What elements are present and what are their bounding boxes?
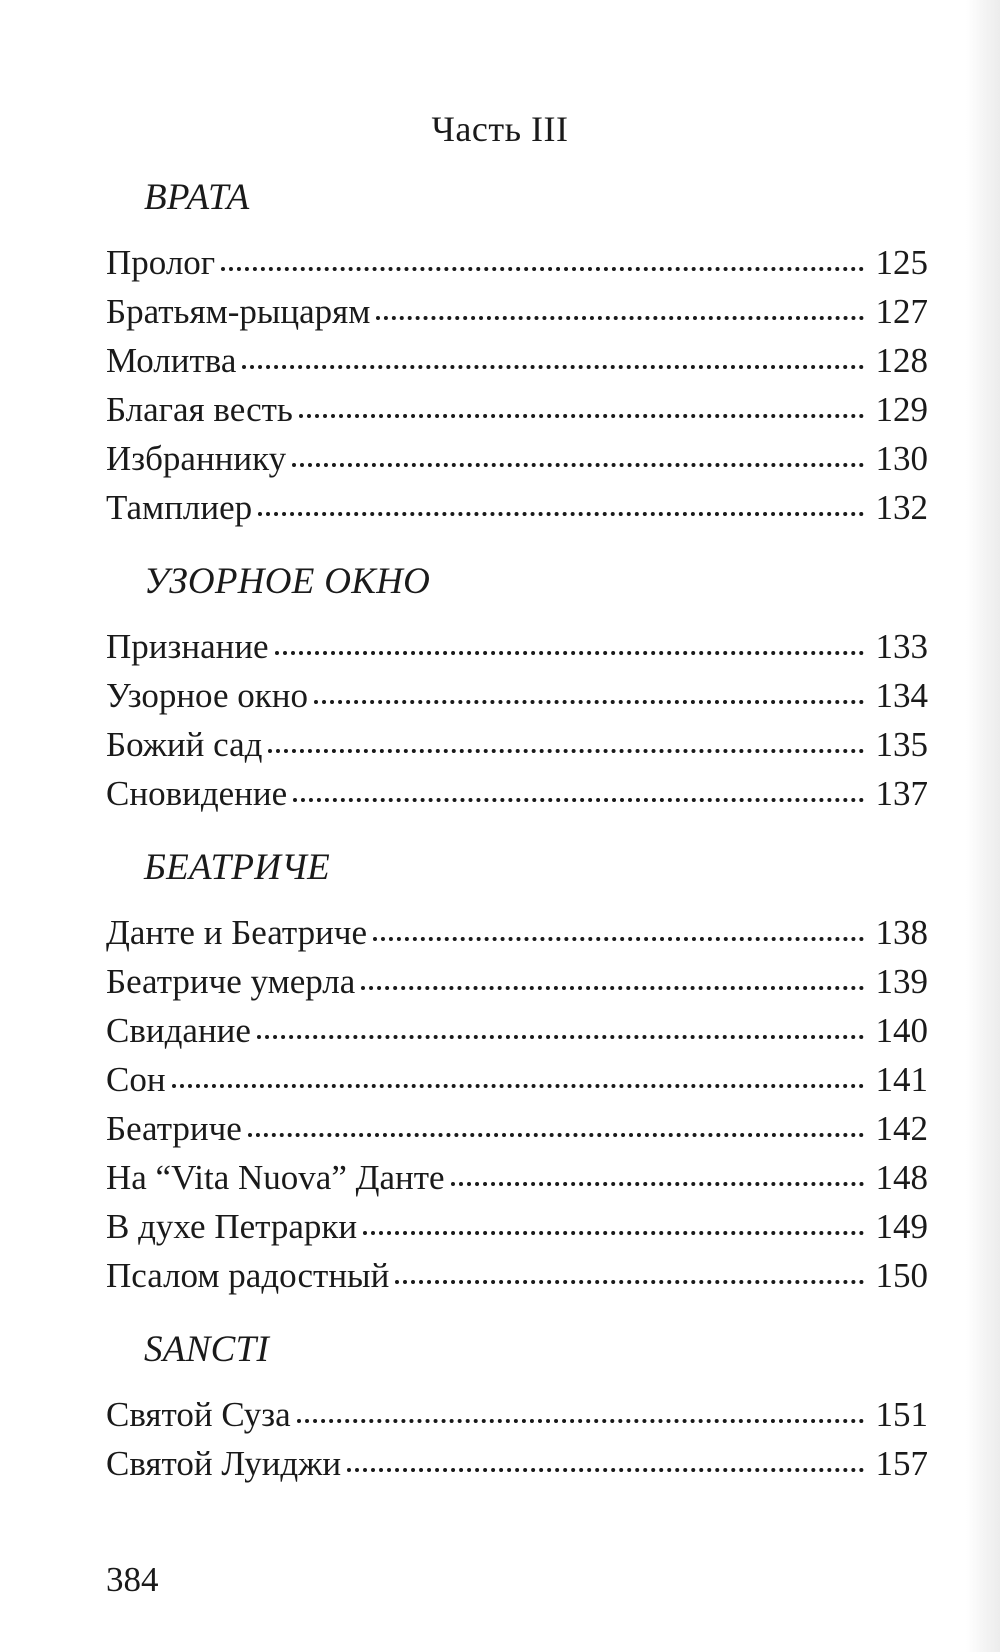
dot-leader	[297, 1418, 864, 1423]
toc-entry[interactable]	[106, 336, 928, 385]
entry-page-number: 138	[875, 913, 928, 952]
toc-entry[interactable]	[106, 1390, 928, 1439]
section-heading: ВРАТА	[144, 177, 250, 218]
toc-entry[interactable]	[106, 238, 928, 287]
dot-leader	[373, 936, 864, 941]
entry-title: Псалом радостный	[106, 1256, 390, 1295]
dot-leader	[275, 650, 864, 655]
toc-entry[interactable]	[106, 483, 928, 532]
entry-title: Благая весть	[106, 390, 293, 429]
entry-page-number: 128	[875, 341, 928, 380]
entry-title: Избраннику	[106, 439, 287, 478]
toc-section	[106, 842, 928, 1300]
page-number: 384	[106, 1560, 159, 1599]
entry-title: Божий сад	[106, 725, 263, 764]
entry-title: Тамплиер	[106, 488, 253, 527]
entry-page-number: 135	[875, 725, 928, 764]
dot-leader	[293, 797, 864, 802]
dot-leader	[314, 699, 864, 704]
dot-leader	[257, 1034, 864, 1039]
toc-entry[interactable]	[106, 434, 928, 483]
entry-title: Молитва	[106, 341, 237, 380]
toc-section	[106, 556, 928, 818]
entry-page-number: 148	[875, 1158, 928, 1197]
toc-entry[interactable]	[106, 1055, 928, 1104]
dot-leader	[242, 364, 864, 369]
page-edge-shadow	[966, 0, 1000, 1652]
entry-list	[106, 238, 928, 532]
entry-title: Свидание	[106, 1011, 251, 1050]
entry-title: Святой Луиджи	[106, 1444, 342, 1483]
entry-title: Сновидение	[106, 774, 288, 813]
toc-entry[interactable]	[106, 1006, 928, 1055]
toc-entry[interactable]	[106, 908, 928, 957]
dot-leader	[361, 985, 864, 990]
dot-leader	[258, 511, 864, 516]
dot-leader	[221, 266, 864, 271]
toc-entry[interactable]	[106, 1439, 928, 1488]
section-heading: БЕАТРИЧЕ	[144, 847, 331, 888]
dot-leader	[451, 1181, 864, 1186]
entry-page-number: 151	[875, 1395, 928, 1434]
entry-list	[106, 908, 928, 1300]
entry-page-number: 129	[875, 390, 928, 429]
dot-leader	[172, 1083, 864, 1088]
entry-page-number: 150	[875, 1256, 928, 1295]
section-heading: SANCTI	[144, 1329, 270, 1370]
entry-page-number: 125	[875, 243, 928, 282]
entry-title: Святой Суза	[106, 1395, 291, 1434]
entry-page-number: 130	[875, 439, 928, 478]
toc-entry[interactable]	[106, 1104, 928, 1153]
toc-entry[interactable]	[106, 1153, 928, 1202]
dot-leader	[299, 413, 864, 418]
entry-title: Узорное окно	[106, 676, 309, 715]
dot-leader	[376, 315, 864, 320]
entry-title: Сон	[106, 1060, 166, 1099]
entry-page-number: 134	[875, 676, 928, 715]
entry-list	[106, 1390, 928, 1488]
entry-page-number: 139	[875, 962, 928, 1001]
part-title: Часть III	[431, 109, 569, 149]
entry-title: В духе Петрарки	[106, 1207, 358, 1246]
entry-page-number: 133	[875, 627, 928, 666]
dot-leader	[395, 1279, 864, 1284]
entry-page-number: 137	[875, 774, 928, 813]
toc-entry[interactable]	[106, 1251, 928, 1300]
dot-leader	[292, 462, 864, 467]
entry-title: Признание	[106, 627, 269, 666]
entry-page-number: 140	[875, 1011, 928, 1050]
toc-entry[interactable]	[106, 1202, 928, 1251]
entry-title: На “Vita Nuova” Данте	[106, 1158, 445, 1197]
entry-page-number: 127	[875, 292, 928, 331]
entry-title: Братьям-рыцарям	[106, 292, 371, 331]
dot-leader	[268, 748, 864, 753]
entry-list	[106, 622, 928, 818]
toc-entry[interactable]	[106, 287, 928, 336]
table-of-contents	[106, 172, 928, 1488]
dot-leader	[347, 1467, 864, 1472]
toc-entry[interactable]	[106, 385, 928, 434]
entry-page-number: 157	[875, 1444, 928, 1483]
toc-entry[interactable]	[106, 622, 928, 671]
section-heading: УЗОРНОЕ ОКНО	[144, 561, 431, 602]
entry-title: Данте и Беатриче	[106, 913, 367, 952]
toc-entry[interactable]	[106, 720, 928, 769]
toc-section	[106, 1324, 928, 1488]
dot-leader	[363, 1230, 864, 1235]
entry-title: Пролог	[106, 243, 216, 282]
entry-page-number: 132	[875, 488, 928, 527]
toc-section	[106, 172, 928, 532]
entry-page-number: 149	[875, 1207, 928, 1246]
toc-entry[interactable]	[106, 769, 928, 818]
entry-title: Беатриче	[106, 1109, 242, 1148]
toc-entry[interactable]	[106, 671, 928, 720]
entry-page-number: 142	[875, 1109, 928, 1148]
toc-entry[interactable]	[106, 957, 928, 1006]
entry-title: Беатриче умерла	[106, 962, 356, 1001]
entry-page-number: 141	[875, 1060, 928, 1099]
dot-leader	[248, 1132, 864, 1137]
